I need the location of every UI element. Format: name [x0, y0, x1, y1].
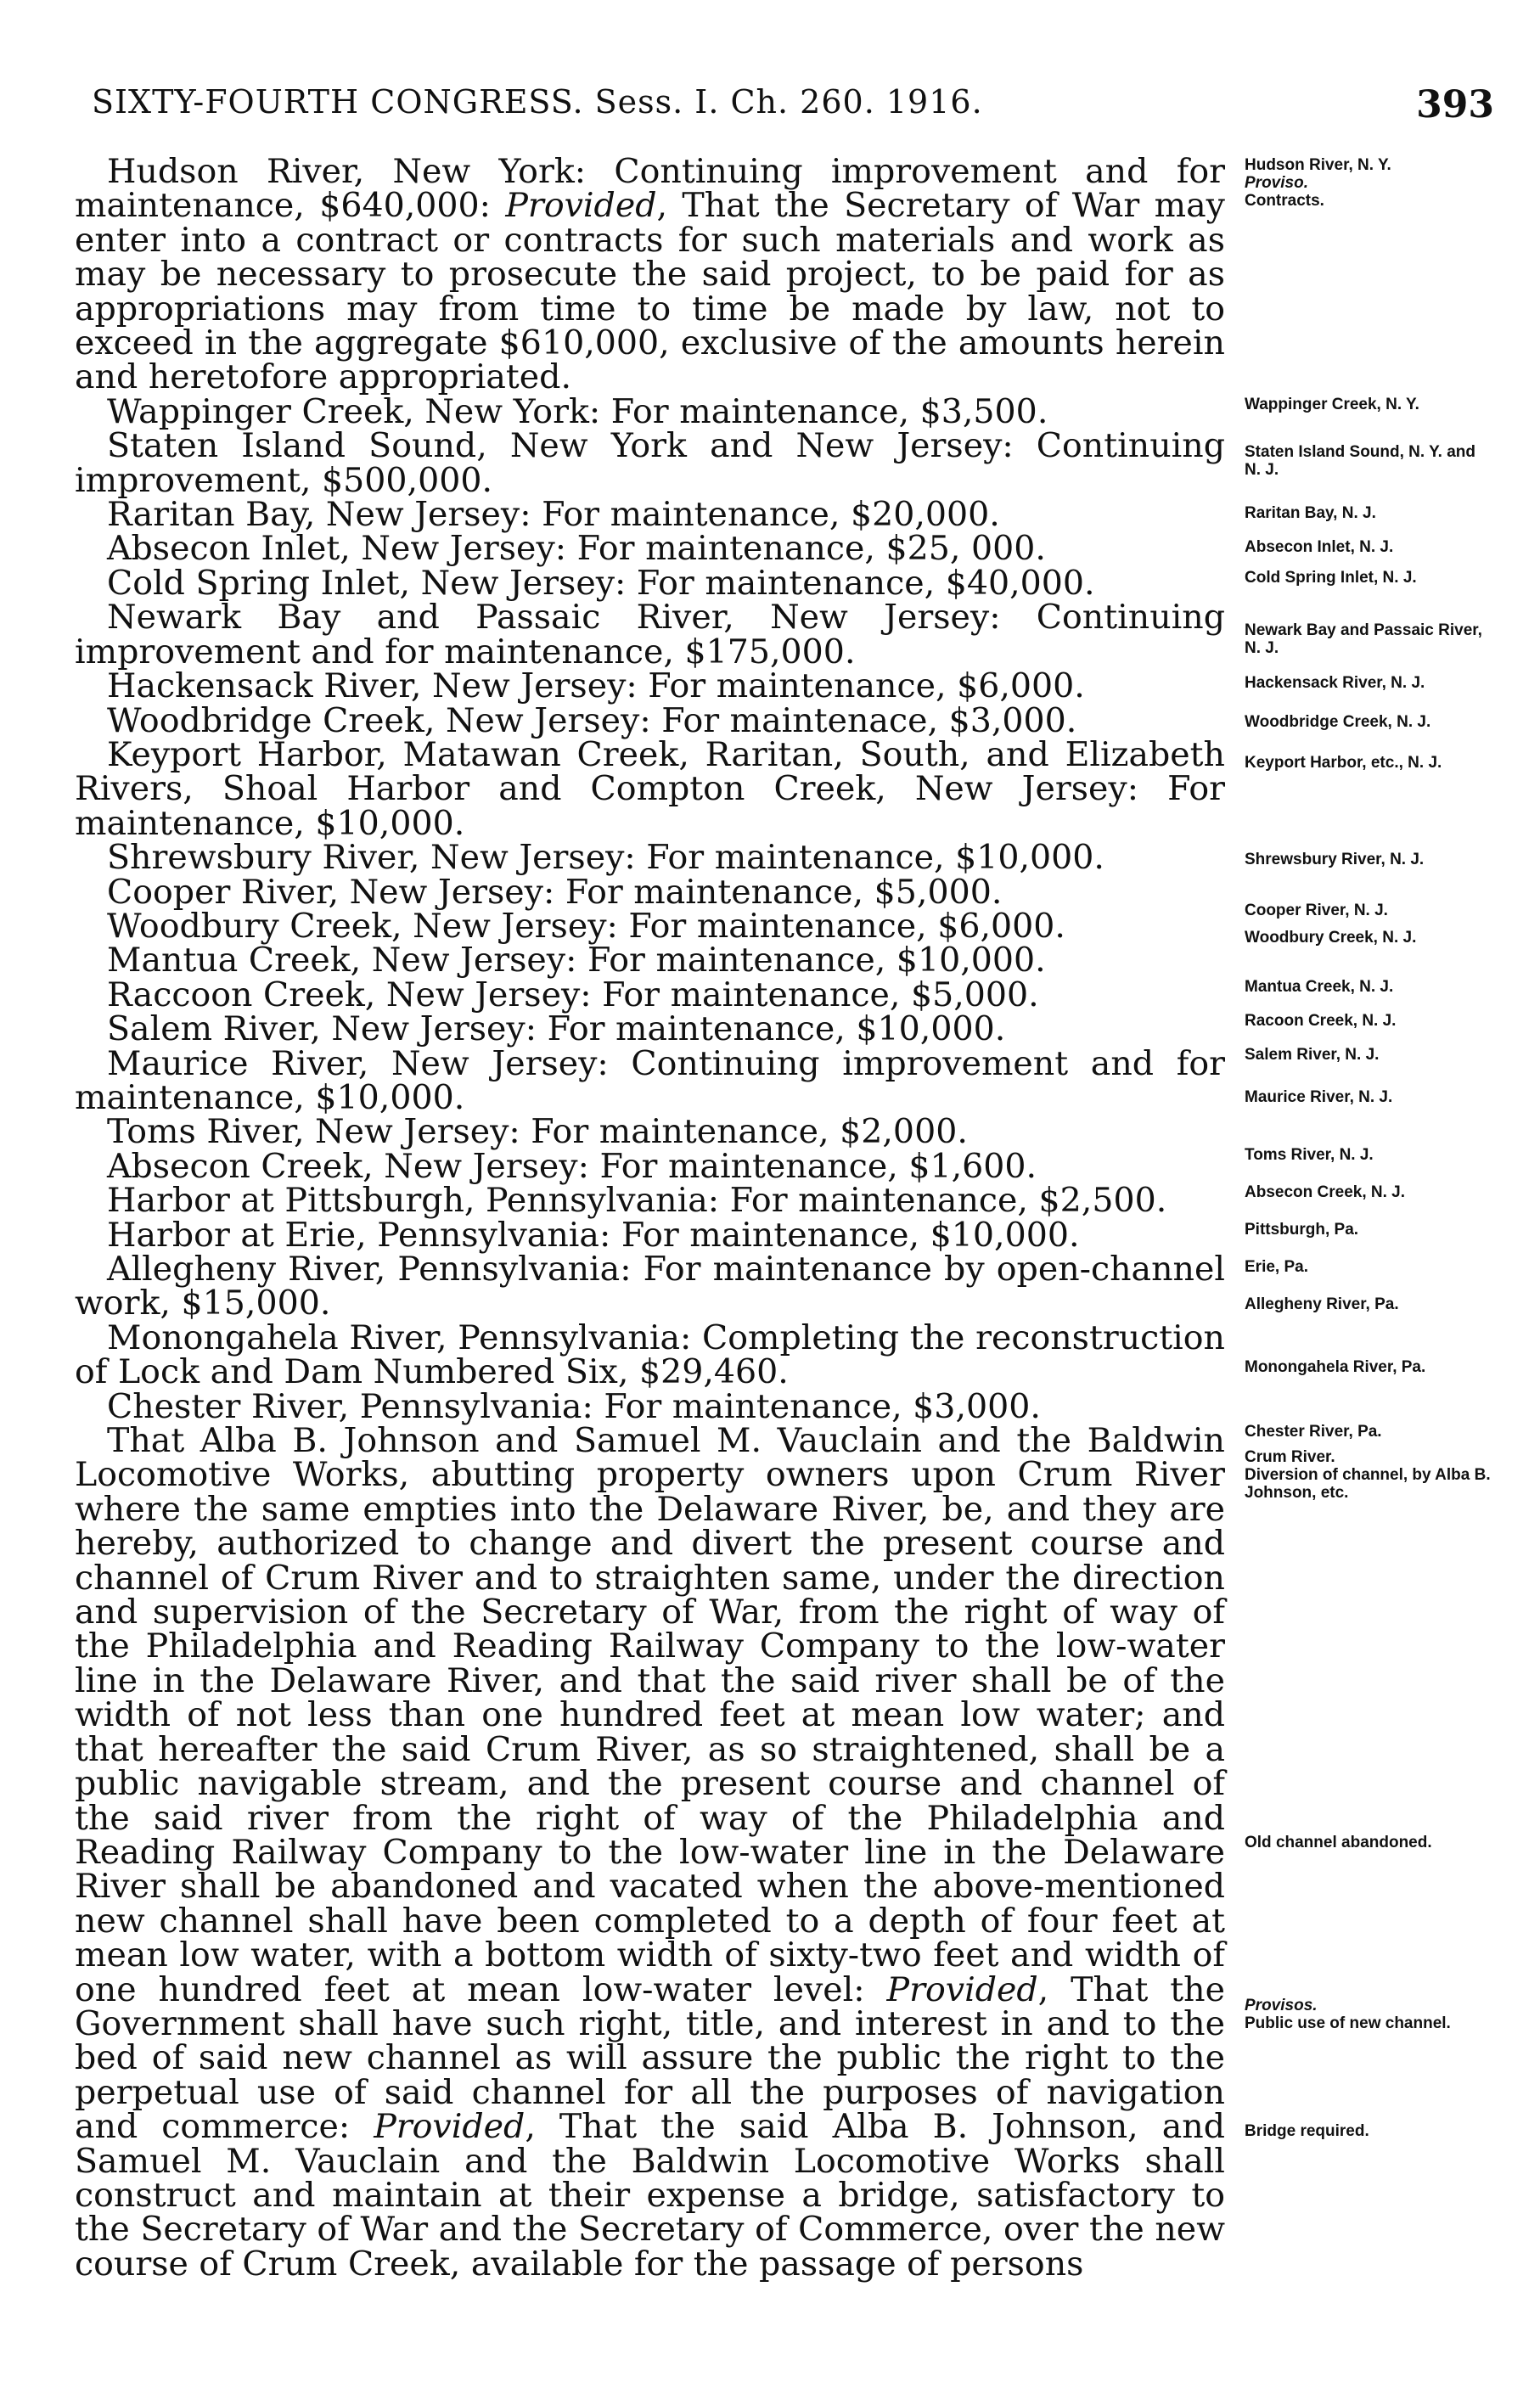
paragraph-monongahela-river: Monongahela River, Pennsylvania: Completing the reconstruction of Lock and Dam Numbered Six, $29,460. — [75, 1317, 1225, 1392]
margin-note: Newark Bay and Passaic River, N. J. — [1245, 621, 1482, 657]
paragraph-erie-harbor: Harbor at Erie, Pennsylvania: For maintenance, $10,000. — [107, 1215, 1080, 1255]
margin-note: Hudson River, N. Y. — [1245, 156, 1391, 174]
paragraph-pittsburgh-harbor: Harbor at Pittsburgh, Pennsylvania: For maintenance, $2,500. — [107, 1181, 1167, 1221]
paragraph-crum-river-diversion: That Alba B. Johnson and Samuel M. Vauclain and the Baldwin Locomotive Works, abutting property owners upon Crum River where the same empties into the Delaware River, be, and they are hereby, authorized to change and divert the present course and channel of Crum River and to straighten same, under the direction and supervision of the Secretary of War, from the right of way of the Philadelphia and Reading Railway Company to the low-water line in the Delaware River, and that the said river shall be of the width of not less than one hundred feet at mean low water; and that hereafter the said Crum River, as so straightened, shall be a public navigable stream, and the present course and channel of the said river from the right of way of the Philadelphia and Reading Railway Company to the low-water line in the Delaware River shall be abandoned and vacated when the above-mentioned new channel shall have been completed to a depth of four feet at mean low water, with a bottom width of sixty-two feet and width of one hundred feet at mean low-water level: Provided, That the Government shall have such right, title, and interest in and to the bed of said new channel as will assure the public the right to the perpetual use of said channel for all the purposes of navigation and commerce: Provided, That the said Alba B. Johnson, and Samuel M. Vauclain and the Baldwin Locomotive Works shall construct and maintain at their expense a bridge, satisfactory to the Secretary of War and the Secretary of Commerce, over the new course of Crum Creek, available for the passage of persons — [75, 1421, 1226, 2284]
margin-note: Absecon Inlet, N. J. — [1245, 538, 1394, 556]
paragraph-maurice-river: Maurice River, New Jersey: Continuing improvement and for maintenance, $10,000. — [75, 1043, 1225, 1117]
margin-note: Provisos. — [1245, 1997, 1318, 2014]
margin-note: Cooper River, N. J. — [1245, 902, 1388, 919]
margin-note: Erie, Pa. — [1245, 1258, 1308, 1276]
running-header — [92, 83, 1494, 134]
paragraph-allegheny-river: Allegheny River, Pennsylvania: For maintenance by open-channel work, $15,000. — [75, 1250, 1225, 1323]
paragraph-toms-river: Toms River, New Jersey: For maintenance, $2,000. — [107, 1112, 968, 1152]
margin-note: Proviso. — [1245, 174, 1308, 192]
paragraph-absecon-creek: Absecon Creek, New Jersey: For maintenance, $1,600. — [107, 1146, 1037, 1186]
margin-note: Contracts. — [1245, 192, 1324, 210]
margin-note: Chester River, Pa. — [1245, 1423, 1382, 1441]
margin-note: Maurice River, N. J. — [1245, 1088, 1393, 1106]
margin-note: Hackensack River, N. J. — [1245, 674, 1425, 692]
margin-note: Absecon Creek, N. J. — [1245, 1183, 1406, 1201]
margin-note: Old channel abandoned. — [1245, 1834, 1432, 1851]
paragraph-hudson-river: Hudson River, New York: Continuing improvement and for maintenance, $640,000: Provided, That the Secretary of War may enter into a contract or contracts for such materials and work as may be necessary to prosecute the said project, to be paid for as appropriations may from time to time be made by law, not to exceed in the aggregate $610,000, exclusive of the amounts herein and heretofore appropriated. — [75, 152, 1225, 397]
margin-note: Shrewsbury River, N. J. — [1245, 851, 1425, 868]
paragraph-mantua-creek: Mantua Creek, New Jersey: For maintenance, $10,000. — [107, 941, 1046, 980]
running-title: SIXTY-FOURTH CONGRESS. Sess. I. Ch. 260. 1916. — [92, 83, 983, 121]
margin-note: Public use of new channel. — [1245, 2014, 1451, 2032]
paragraph-woodbridge-creek: Woodbridge Creek, New Jersey: For maintenace, $3,000. — [107, 700, 1077, 740]
paragraph-woodbury-creek: Woodbury Creek, New Jersey: For maintenance, $6,000. — [107, 906, 1065, 946]
margin-note: Salem River, N. J. — [1245, 1046, 1380, 1064]
margin-note: Wappinger Creek, N. Y. — [1245, 396, 1419, 413]
margin-note: Toms River, N. J. — [1245, 1146, 1374, 1164]
margin-note: Pittsburgh, Pa. — [1245, 1221, 1359, 1239]
paragraph-raccoon-creek: Raccoon Creek, New Jersey: For maintenance, $5,000. — [107, 975, 1039, 1014]
paragraph-cooper-river: Cooper River, New Jersey: For maintenance, $5,000. — [107, 872, 1003, 912]
margin-note: Bridge required. — [1245, 2122, 1369, 2140]
paragraph-absecon-inlet: Absecon Inlet, New Jersey: For maintenance, $25, 000. — [107, 529, 1046, 569]
paragraph-cold-spring-inlet: Cold Spring Inlet, New Jersey: For maintenance, $40,000. — [107, 563, 1095, 603]
margin-note: Mantua Creek, N. J. — [1245, 978, 1394, 996]
margin-note: Monongahela River, Pa. — [1245, 1358, 1426, 1376]
paragraph-shrewsbury-river: Shrewsbury River, New Jersey: For maintenance, $10,000. — [107, 838, 1104, 878]
statute-body — [75, 152, 1226, 2284]
margin-note: Allegheny River, Pa. — [1245, 1295, 1399, 1313]
paragraph-raritan-bay: Raritan Bay, New Jersey: For maintenance, $20,000. — [107, 495, 1000, 535]
paragraph-chester-river: Chester River, Pennsylvania: For maintenance, $3,000. — [107, 1386, 1041, 1426]
paragraph-staten-island-sound: Staten Island Sound, New York and New Jersey: Continuing improvement, $500,000. — [75, 426, 1225, 500]
margin-note: Woodbury Creek, N. J. — [1245, 929, 1417, 947]
paragraph-wappinger-creek: Wappinger Creek, New York: For maintenance, $3,500. — [107, 391, 1048, 431]
margin-note: Racoon Creek, N. J. — [1245, 1012, 1397, 1030]
margin-note: Diversion of channel, by Alba B. Johnson, etc. — [1245, 1466, 1491, 1502]
paragraph-newark-bay: Newark Bay and Passaic River, New Jersey: Continuing improvement and for maintenance, $175,000. — [75, 598, 1225, 671]
page-number: 393 — [1416, 83, 1494, 126]
margin-note: Cold Spring Inlet, N. J. — [1245, 569, 1417, 587]
margin-note: Crum River. — [1245, 1448, 1335, 1466]
margin-note: Staten Island Sound, N. Y. and N. J. — [1245, 443, 1476, 479]
margin-note: Woodbridge Creek, N. J. — [1245, 713, 1431, 731]
margin-note: Raritan Bay, N. J. — [1245, 504, 1376, 522]
paragraph-salem-river: Salem River, New Jersey: For maintenance, $10,000. — [107, 1009, 1006, 1049]
margin-note: Keyport Harbor, etc., N. J. — [1245, 754, 1442, 772]
paragraph-hackensack-river: Hackensack River, New Jersey: For maintenance, $6,000. — [107, 666, 1085, 706]
paragraph-keyport-harbor: Keyport Harbor, Matawan Creek, Raritan, South, and Elizabeth Rivers, Shoal Harbor and Compton Creek, New Jersey: For maintenance, $10,000. — [75, 734, 1225, 843]
